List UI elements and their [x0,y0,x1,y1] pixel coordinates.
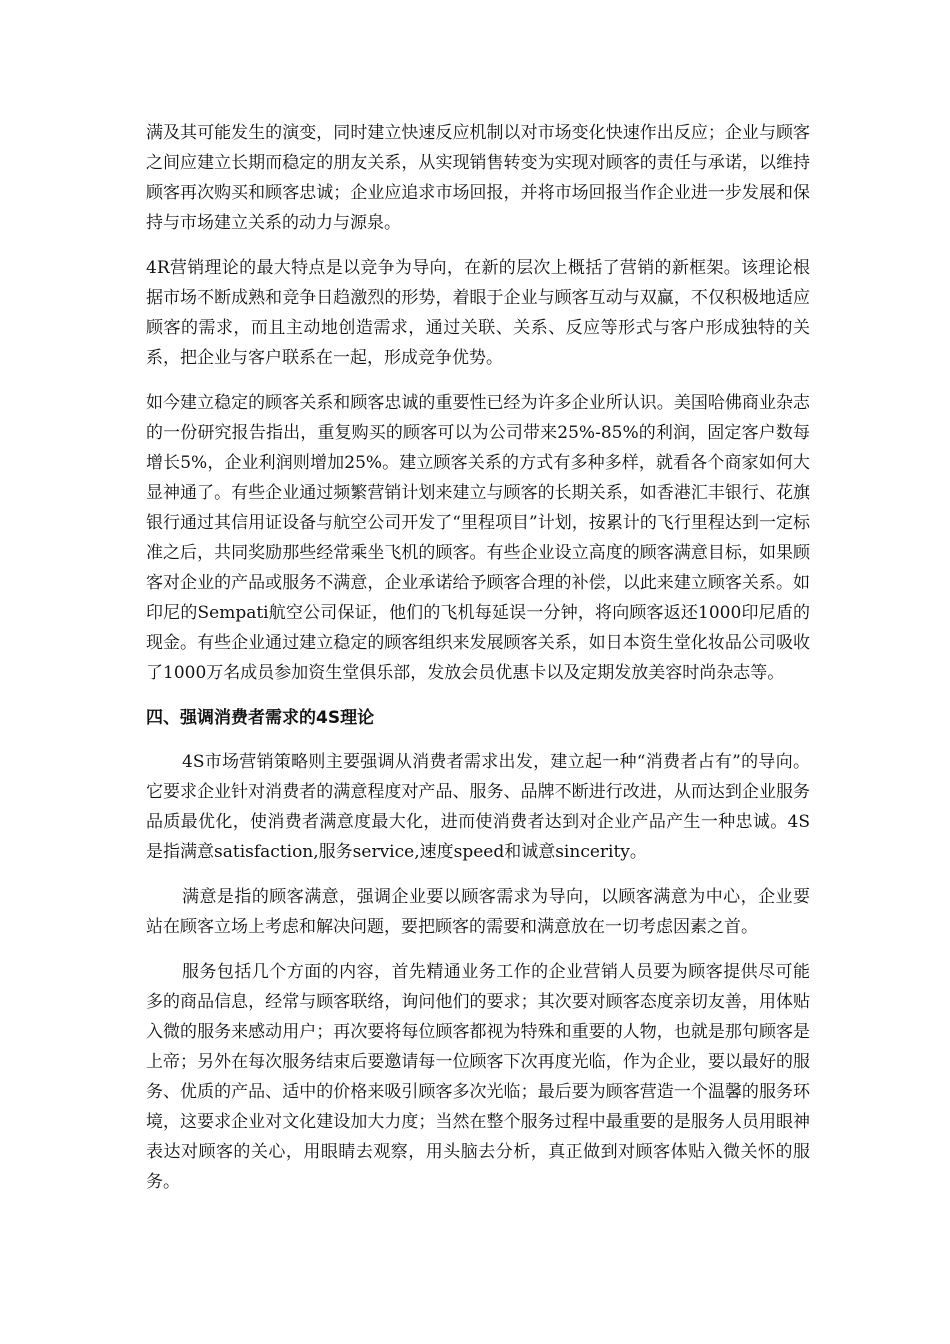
paragraph-satisfaction: 满意是指的顾客满意，强调企业要以顾客需求为导向，以顾客满意为中心，企业要站在顾客立场上考虑和解决问题，要把顾客的需要和满意放在一切考虑因素之首。 [146,887,810,937]
paragraph-relationship-continuation: 满及其可能发生的演变，同时建立快速反应机制以对市场变化快速作出反应；企业与顾客之间应建立长期而稳定的朋友关系，从实现销售转变为实现对顾客的责任与承诺，以维持顾客再次购买和顾客忠诚；企业应追求市场回报，并将市场回报当作企业进一步发展和保持与市场建立关系的动力与源泉。 [146,123,810,233]
paragraph-4s-intro: 4S市场营销策略则主要强调从消费者需求出发，建立起一种“消费者占有”的导向。它要求企业针对消费者的满意程度对产品、服务、品牌不断进行改进，从而达到企业服务品质最优化，使消费者满意度最大化，进而使消费者达到对企业产品产生一种忠诚。4S是指满意satisfaction,服务service,速度speed和诚意sincerity。 [146,752,810,862]
section-heading-4s: 四、强调消费者需求的4S理论 [146,708,375,728]
document-page [146,118,810,1212]
paragraph-4r-features: 4R营销理论的最大特点是以竞争为导向，在新的层次上概括了营销的新框架。该理论根据市场不断成熟和竞争日趋激烈的形势，着眼于企业与顾客互动与双赢，不仅积极地适应顾客的需求，而且主动地创造需求，通过关联、关系、反应等形式与客户形成独特的关系，把企业与客户联系在一起，形成竞争优势。 [146,258,810,368]
paragraph-customer-loyalty: 如今建立稳定的顾客关系和顾客忠诚的重要性已经为许多企业所认识。美国哈佛商业杂志的一份研究报告指出，重复购买的顾客可以为公司带来25%-85%的利润，固定客户数每增长5%，企业利润则增加25%。建立顾客关系的方式有多种多样，就看各个商家如何大显神通了。有些企业通过频繁营销计划来建立与顾客的长期关系，如香港汇丰银行、花旗银行通过其信用证设备与航空公司开发了“里程项目”计划，按累计的飞行里程达到一定标准之后，共同奖励那些经常乘坐飞机的顾客。有些企业设立高度的顾客满意目标，如果顾客对企业的产品或服务不满意，企业承诺给予顾客合理的补偿，以此来建立顾客关系。如印尼的Sempati航空公司保证，他们的飞机每延误一分钟，将向顾客返还1000印尼盾的现金。有些企业通过建立稳定的顾客组织来发展顾客关系，如日本资生堂化妆品公司吸收了1000万名成员参加资生堂俱乐部，发放会员优惠卡以及定期发放美容时尚杂志等。 [146,393,810,683]
paragraph-service: 服务包括几个方面的内容，首先精通业务工作的企业营销人员要为顾客提供尽可能多的商品信息，经常与顾客联络，询问他们的要求；其次要对顾客态度亲切友善，用体贴入微的服务来感动用户；再次要将每位顾客都视为特殊和重要的人物，也就是那句顾客是上帝；另外在每次服务结束后要邀请每一位顾客下次再度光临，作为企业，要以最好的服务、优质的产品、适中的价格来吸引顾客多次光临；最后要为顾客营造一个温馨的服务环境，这要求企业对文化建设加大力度；当然在整个服务过程中最重要的是服务人员用眼神表达对顾客的关心，用眼睛去观察，用头脑去分析，真正做到对顾客体贴入微关怀的服务。 [146,962,810,1192]
